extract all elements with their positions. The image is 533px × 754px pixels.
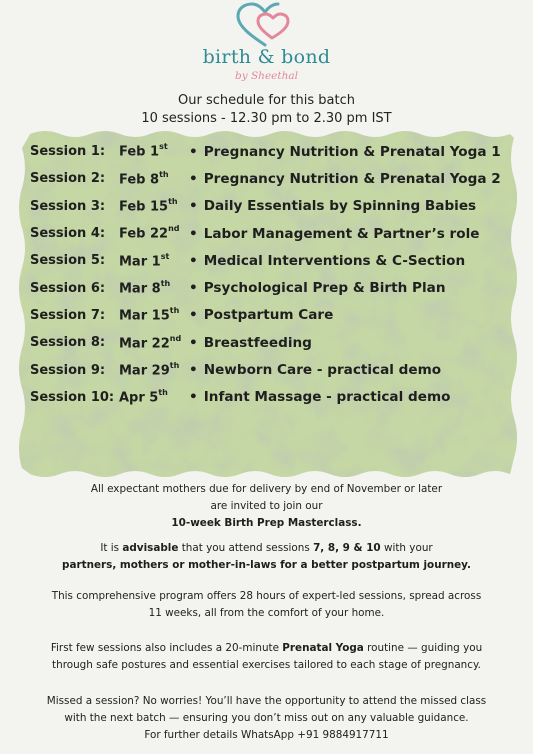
session-label: Session 2: [30,171,106,187]
session-topic: • Daily Essentials by Spinning Babies [189,198,476,214]
session-label: Session 8: [30,335,106,351]
session-date: Mar 1st [119,251,170,269]
session-label: Session 4: [30,226,106,242]
session-label: Session 3: [30,198,106,214]
session-date: Feb 1st [119,142,168,160]
session-topic: • Postpartum Care [189,307,333,323]
list-item [30,220,520,247]
list-item [30,138,520,165]
advisable-line-bold: partners, mothers or mother-in-laws for a better postpartum journey. [62,559,471,571]
list-item [30,193,520,220]
list-item [30,356,520,383]
brand-name: birth & bond [202,46,331,68]
missed-line: Missed a session? No worries! You’ll have the opportunity to attend the missed class [46,695,487,707]
list-item [30,384,520,411]
hearts-logo-icon [232,2,298,48]
session-label: Session 9: [30,362,106,378]
session-topic: • Breastfeeding [189,335,312,351]
schedule-heading [0,92,533,128]
schedule-panel [0,128,533,478]
missed-paragraph [20,693,513,744]
session-topic: • Psychological Prep & Birth Plan [189,280,446,296]
list-item [30,274,520,301]
session-list [30,138,520,411]
session-date: Feb 8th [119,169,169,188]
contact-line: For further details WhatsApp +91 9884917711 [144,729,389,741]
program-line: This comprehensive program offers 28 hours of expert-led sessions, spread across [51,590,482,602]
session-date: Mar 8th [119,278,171,297]
session-label: Session 7: [30,307,106,323]
brand-byline: by Sheethal [235,70,298,82]
invite-line: are invited to join our [210,500,323,512]
yoga-paragraph [20,640,513,674]
schedule-subtitle: 10 sessions - 12.30 pm to 2.30 pm IST [141,111,392,126]
session-label: Session 1: [30,144,106,160]
advisable-paragraph [20,540,513,574]
session-label: Session 6: [30,280,106,296]
session-topic: • Pregnancy Nutrition & Prenatal Yoga 1 [189,144,501,160]
list-item [30,165,520,192]
program-line: 11 weeks, all from the comfort of your home. [148,607,385,619]
yoga-line: First few sessions also includes a 20-minute Prenatal Yoga routine — guiding you [50,642,483,654]
logo [0,0,533,92]
list-item [30,329,520,356]
program-paragraph [20,588,513,622]
invite-line: All expectant mothers due for delivery by end of November or later [90,483,443,495]
list-item [30,247,520,274]
missed-line: with the next batch — ensuring you don’t miss out on any valuable guidance. [64,712,469,724]
session-date: Apr 5th [119,388,168,406]
session-date: Mar 22nd [119,333,182,351]
session-date: Feb 15th [119,197,178,215]
schedule-title: Our schedule for this batch [178,93,355,108]
session-date: Mar 29th [119,360,180,379]
session-topic: • Newborn Care - practical demo [189,362,441,378]
session-topic: • Pregnancy Nutrition & Prenatal Yoga 2 [189,171,501,187]
session-topic: • Medical Interventions & C-Section [189,253,465,269]
yoga-line: through safe postures and essential exercises tailored to each stage of pregnancy. [52,659,481,671]
session-topic: • Infant Massage - practical demo [189,389,450,405]
session-date: Mar 15th [119,306,180,324]
list-item [30,302,520,329]
advisable-line: It is advisable that you attend sessions 7, 8, 9 & 10 with your [100,542,433,554]
session-label: Session 5: [30,253,106,269]
invite-paragraph [20,481,513,532]
session-topic: • Labor Management & Partner’s role [189,226,479,242]
masterclass-name: 10-week Birth Prep Masterclass. [171,517,362,529]
session-label: Session 10: [30,389,115,405]
session-date: Feb 22nd [119,224,180,242]
